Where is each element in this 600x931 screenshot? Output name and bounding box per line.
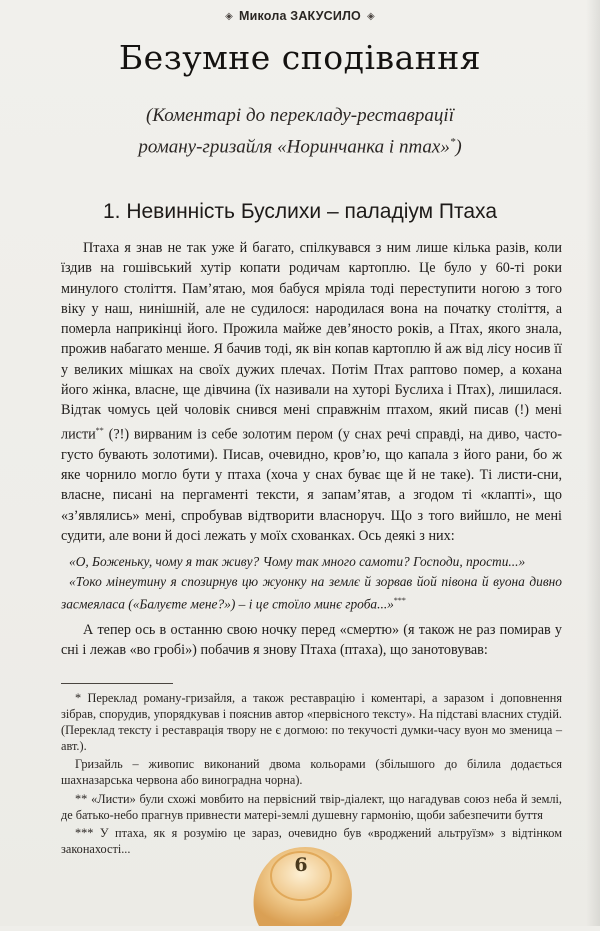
footnote-mark: **: [95, 425, 104, 435]
footnote: * Переклад роману-гризайля, а також реставрацію і коментарі, а заразом і доповнення зібрав, спорудив, упорядкував і пояснив автор «первісного тексту». На підставі власних студій. (Переклад тексту і реставрація твору не є догмою: по текучості думки-часу вуон мо зменица – авт.).: [61, 691, 562, 754]
section-heading: 1. Невинність Буслихи – паладіум Птаха: [102, 200, 498, 223]
subtitle-line-1: (Коментарі до перекладу-реставрації: [146, 105, 454, 126]
diamond-ornament-icon: ◈: [225, 11, 234, 22]
wax-seal-icon: [245, 838, 357, 926]
main-text: [61, 238, 562, 661]
footnote: Гризайль – живопис виконаний двома кольорами (збілышого до білила додається шахназарська червона або виноградна чорна).: [61, 757, 562, 788]
paragraph: А тепер ось в останню свою ночку перед «смертю» (я також не раз помирав у сні і лежав «во гробі») побачив я знову Птаха (птаха), що занотовував:: [61, 622, 562, 659]
footnote-mark: ***: [393, 596, 406, 606]
subtitle-line-2: роману-гризайля «Норинчанка і птах»*): [138, 136, 462, 158]
paragraph: Птаха я знав не так уже й багато, спілкувався з ним лише кілька разів, коли їздив на гошівський хутір копати родичам картоплю. Це було у 60-ті роки минулого століття. Пам’ятаю, моя бабуся мріяла тоді переступити ногою з того віку у наш, нинішній, але не судилося: народилася вона на початку століття, а померла наприкінці його. Прожила майже дев’яносто років, а Птах, якого знала, прожив набагато менше. Я бачив тоді, як він копав картоплю й аж від лісу носив її у великих мішках на своїх дужих плечах. Потім Птах раптово помер, а кохана його жінка, власне, ще дівчина (їх називали на хуторі Буслиха і Птах), лишилася. Відтак чомусь цей чоловік снився мені справжнім птахом, який писав (!) мені листи** (?!) вирваним із себе золотим пером (у снах речі справді, на диво, часто-густо бувають золотими). Писав, очевидно, кров’ю, що капала з його рани, бо ж яке чорнило могло бути у птаха (хоча у снах буває ще й не таке). Ті листи-сни, власне, писані на пергаменті тексти, я запам’ятав, а згодом ті «клапті», що «з’являлись» мені, спробував відтворити власноруч. Що з того вийшло, не мені судити, але вони й досі лежать у моїх схованках. Ось деякі з них:: [61, 240, 562, 544]
chapter-subtitle: [0, 102, 600, 160]
footnote: ** «Листи» були схожі мовбито на первісний твір-діалект, що нагадував союз неба й землі, де батько-небо прагнув привнести матері-землі душевну гармонію, щоби забезпечити буття: [61, 791, 562, 822]
footnote: *** У птаха, як я розумію це зараз, очевидно був «вроджений альтруїзм» з відтінком законахості...: [61, 825, 562, 856]
quote-line: «Токо мінеутину я спозирнув цю жуонку на землє й зорвав йой півона й вуона дивно засмеялаcа («Балуєте мене?») – і це стоїло минє гроба...»***: [61, 573, 562, 612]
author-name: Микола ЗАКУСИЛО: [239, 9, 361, 23]
footnote-divider: [61, 683, 173, 684]
running-head: [0, 9, 600, 23]
chapter-title: Безумне сподівання: [118, 38, 482, 77]
diamond-ornament-icon: ◈: [366, 11, 375, 22]
footnotes: [61, 690, 562, 857]
quote-line: «О, Боженьку, чому я так живу? Чому так много самоти? Господи, прости...»: [69, 554, 526, 570]
footnote-mark: *: [449, 136, 456, 148]
page-number-seal: [245, 838, 357, 926]
page-number: 6: [294, 854, 308, 876]
quoted-letters: [61, 552, 562, 614]
